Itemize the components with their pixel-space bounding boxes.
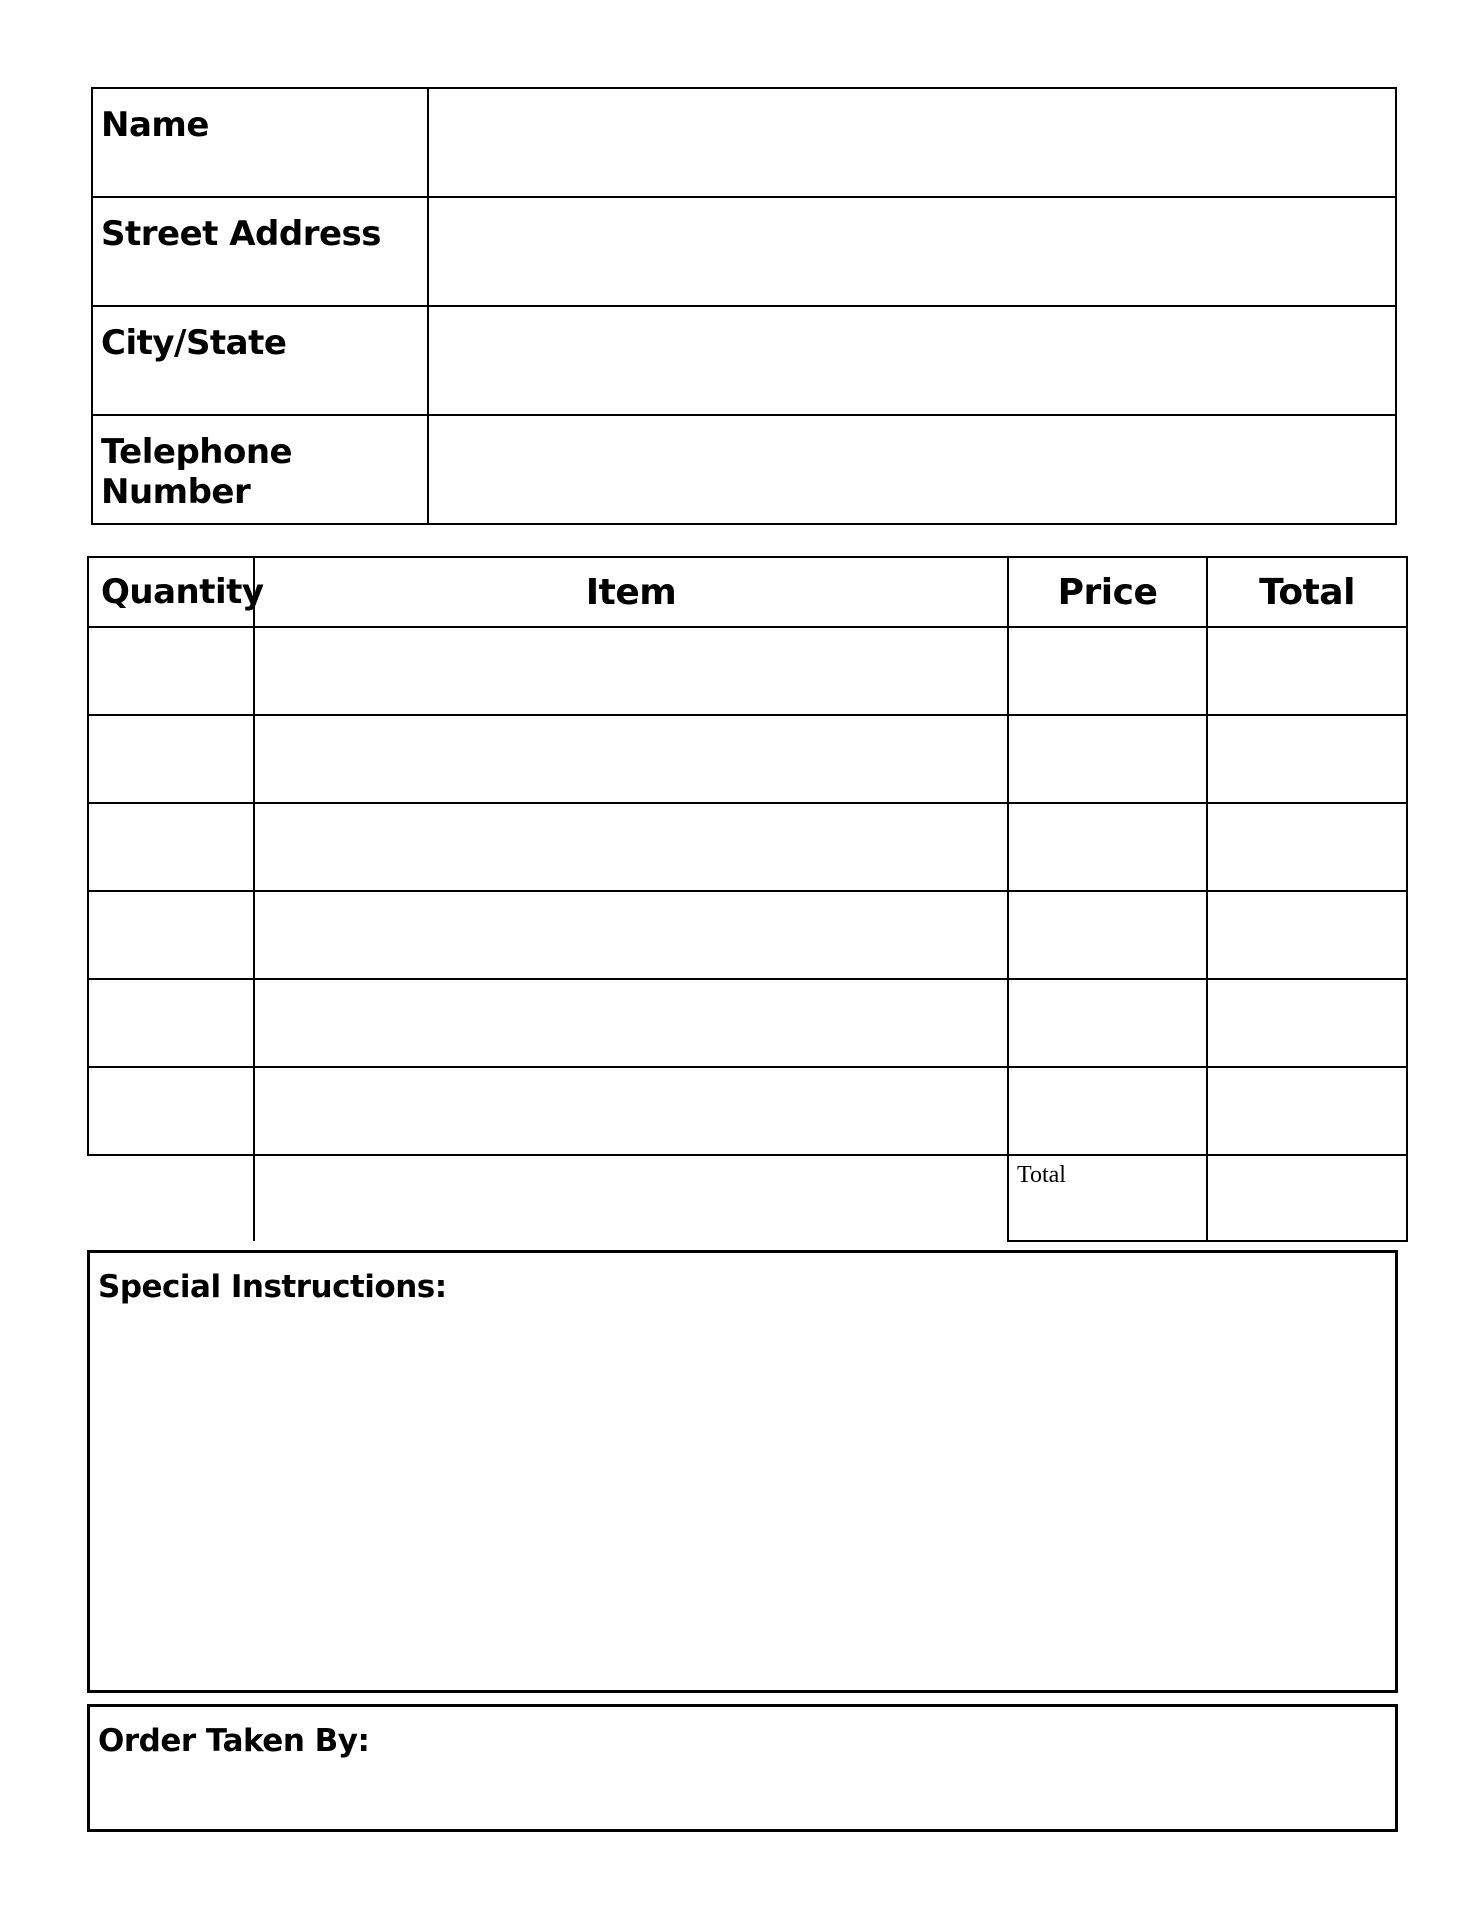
name-label: Name [101,105,209,145]
empty-cell [254,1155,1008,1241]
table-row [88,891,1407,979]
quantity-cell[interactable] [88,979,254,1067]
quantity-header: Quantity [88,557,254,627]
table-row [88,803,1407,891]
city-state-label: City/State [101,323,287,363]
line-total-cell[interactable] [1207,891,1407,979]
table-row [88,627,1407,715]
grand-total-row [88,1155,1407,1241]
quantity-cell[interactable] [88,891,254,979]
line-total-cell[interactable] [1207,627,1407,715]
street-label-cell [92,197,428,306]
price-header: Price [1008,557,1207,627]
item-cell[interactable] [254,979,1008,1067]
quantity-cell[interactable] [88,803,254,891]
price-cell[interactable] [1008,627,1207,715]
street-address-field[interactable] [428,197,1396,306]
customer-info-table [91,87,1397,525]
item-cell[interactable] [254,627,1008,715]
line-total-cell[interactable] [1207,979,1407,1067]
price-cell[interactable] [1008,979,1207,1067]
name-field[interactable] [428,88,1396,197]
special-instructions-label: Special Instructions: [98,1269,447,1305]
item-cell[interactable] [254,715,1008,803]
line-total-cell[interactable] [1207,715,1407,803]
city-label-cell [92,306,428,415]
price-cell[interactable] [1008,1067,1207,1155]
city-state-field[interactable] [428,306,1396,415]
quantity-cell[interactable] [88,715,254,803]
street-address-label: Street Address [101,214,382,254]
grand-total-field[interactable] [1207,1155,1407,1241]
grand-total-label-cell [1008,1155,1207,1241]
order-header-row [88,557,1407,627]
special-instructions-box[interactable] [87,1250,1398,1693]
order-items-table [87,556,1408,1242]
item-cell[interactable] [254,1067,1008,1155]
table-row [88,1067,1407,1155]
item-header: Item [254,557,1008,627]
empty-cell [88,1155,254,1241]
table-row [88,715,1407,803]
grand-total-label: Total [1017,1162,1066,1188]
line-total-cell[interactable] [1207,1067,1407,1155]
total-header: Total [1207,557,1407,627]
quantity-cell[interactable] [88,627,254,715]
price-cell[interactable] [1008,803,1207,891]
telephone-label: Telephone Number [101,432,293,512]
phone-label-cell [92,415,428,524]
order-taken-by-label: Order Taken By: [98,1723,370,1759]
line-total-cell[interactable] [1207,803,1407,891]
telephone-field[interactable] [428,415,1396,524]
order-taken-by-box[interactable] [87,1704,1398,1832]
table-row [88,979,1407,1067]
quantity-cell[interactable] [88,1067,254,1155]
price-cell[interactable] [1008,715,1207,803]
price-cell[interactable] [1008,891,1207,979]
item-cell[interactable] [254,891,1008,979]
item-cell[interactable] [254,803,1008,891]
name-label-cell [92,88,428,197]
